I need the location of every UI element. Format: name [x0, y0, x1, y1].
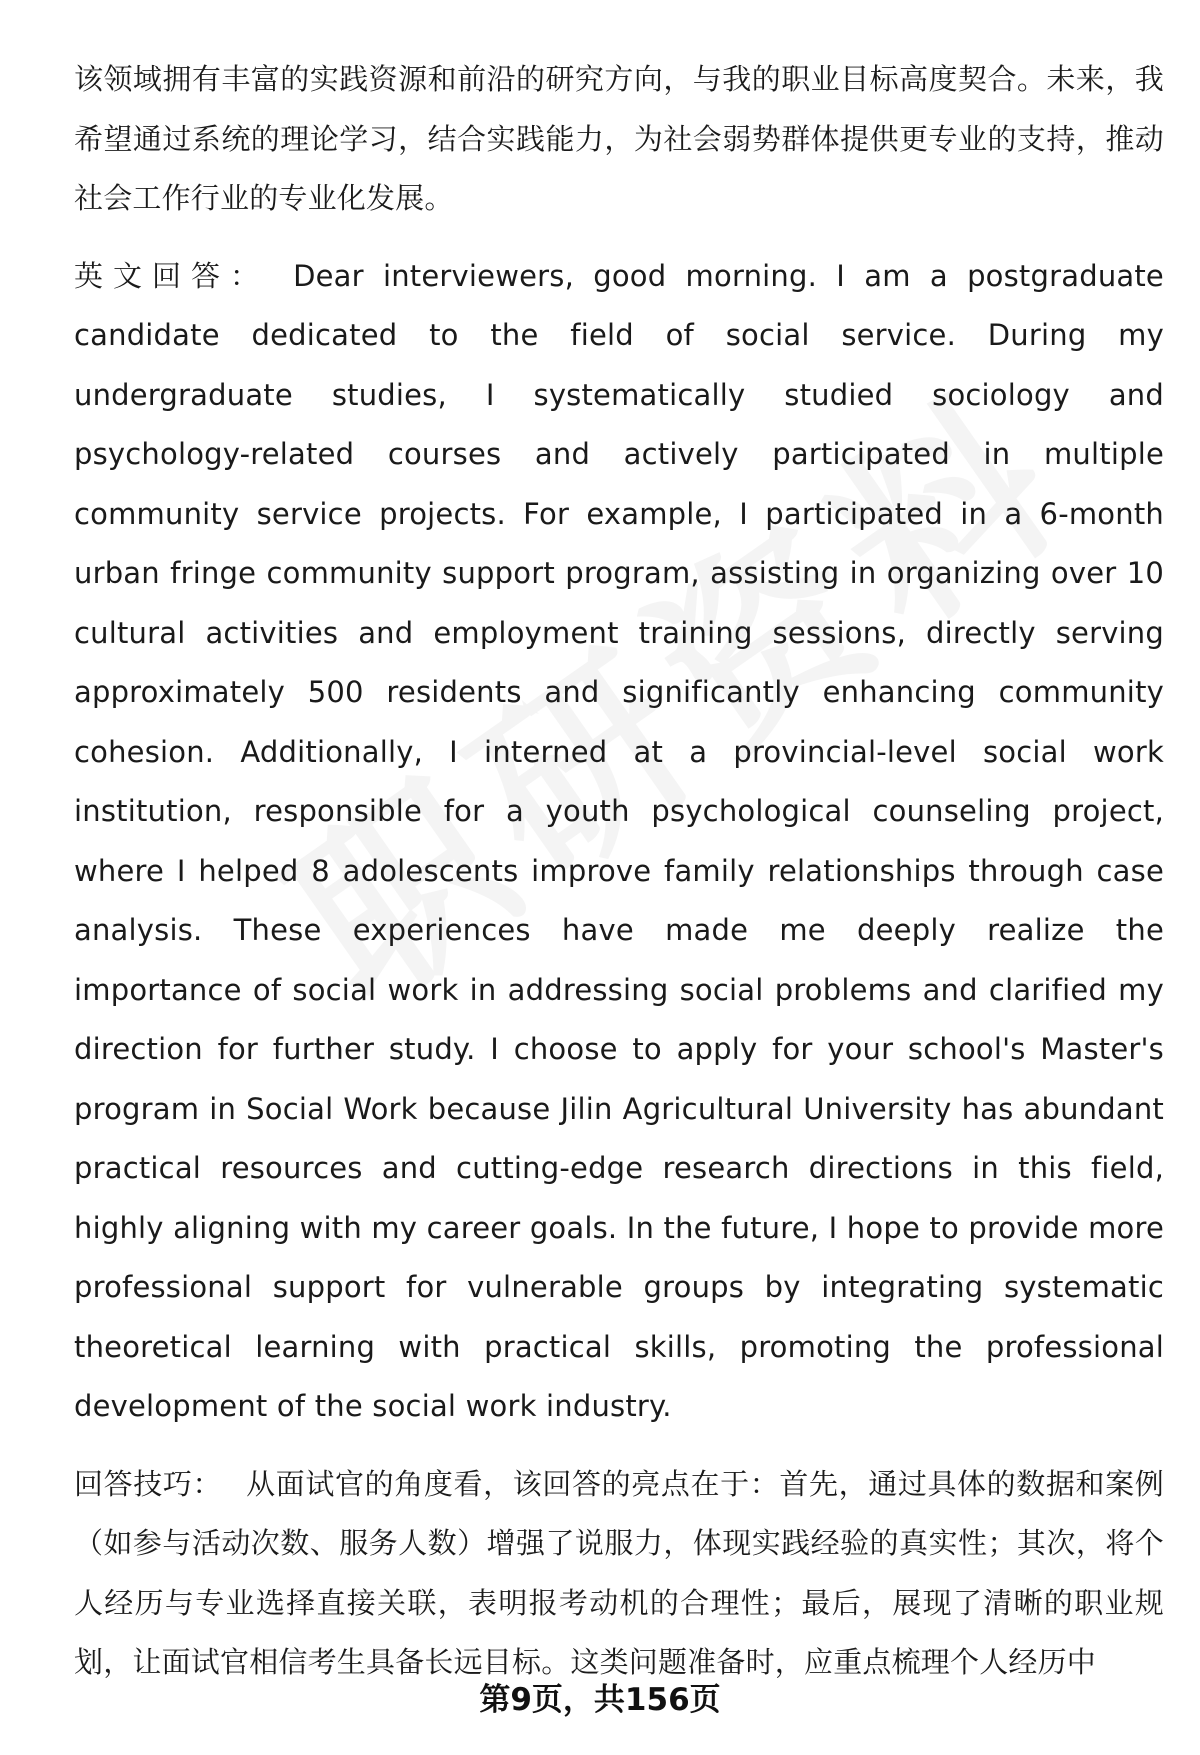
answer-tips-paragraph — [74, 1455, 1164, 1693]
paragraph-intro-continued: 该领域拥有丰富的实践资源和前沿的研究方向，与我的职业目标高度契合。未来，我希望通过系统的理论学习，结合实践能力，为社会弱势群体提供更专业的支持，推动社会工作行业的专业化发展。 — [74, 62, 1164, 215]
english-answer-text: Dear interviewers, good morning. I am a postgraduate candidate dedicated to the field of social service. During my undergraduate studies, I systematically studied sociology and psychology-related courses and actively participated in multiple community service projects. For example, I participated in a 6-month urban fringe community support program, assisting in organizing over 10 cultural activities and employment training sessions, directly serving approximately 500 residents and significantly enhancing community cohesion. Additionally, I interned at a provincial-level social work institution, responsible for a youth psychological counseling project, where I helped 8 adolescents improve family relationships through case analysis. These experiences have made me deeply realize the importance of social work in addressing social problems and clarified my direction for further study. I choose to apply for your school's Master's program in Social Work because Jilin Agricultural University has abundant practical resources and cutting-edge research directions in this field, highly aligning with my career goals. In the future, I hope to provide more professional support for vulnerable groups by integrating systematic theoretical learning with practical skills, promoting the professional development of the social work industry. — [74, 258, 1164, 1423]
document-body — [74, 50, 1164, 1693]
english-answer-label: 英文回答： — [74, 258, 270, 293]
page-indicator: 第9页，共156页 — [479, 1682, 721, 1718]
answer-tips-label: 回答技巧： — [74, 1466, 223, 1501]
english-answer-paragraph — [74, 247, 1164, 1437]
answer-tips-text: 从面试官的角度看，该回答的亮点在于：首先，通过具体的数据和案例（如参与活动次数、服务人数）增强了说服力，体现实践经验的真实性；其次，将个人经历与专业选择直接关联，表明报考动机的合理性；最后，展现了清晰的职业规划，让面试官相信考生具备长远目标。这类问题准备时，应重点梳理个人经历中 — [74, 1466, 1164, 1679]
